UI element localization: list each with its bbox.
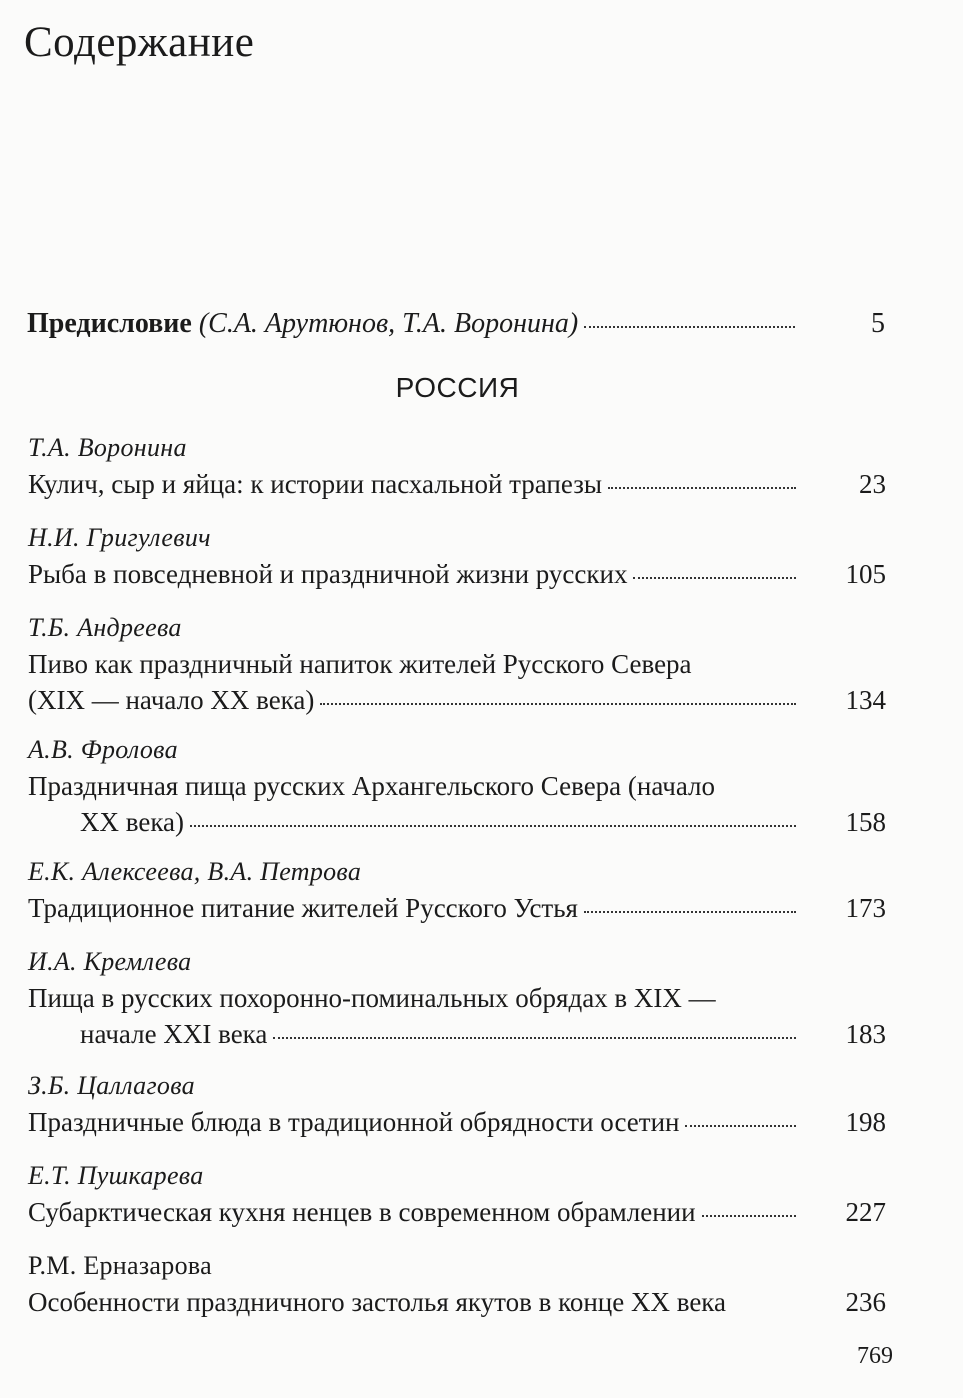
entry-title: Субарктическая кухня ненцев в современном обрамлении: [28, 1197, 696, 1227]
entry-title-cont: начале XXI века: [80, 1019, 268, 1049]
entry-author: Е.К. Алексеева, В.А. Петрова: [28, 857, 362, 886]
toc-entry: [28, 1248, 886, 1320]
leader-dots: [320, 703, 796, 705]
preface-authors: (С.А. Арутюнов, Т.А. Воронина): [198, 308, 579, 339]
entry-title-cont: XX века): [80, 807, 185, 837]
preface-label: Предисловие: [27, 308, 192, 339]
entry-author: Т.Б. Андреева: [28, 613, 182, 642]
toc-entry: [28, 944, 886, 1052]
page-title: Содержание: [24, 19, 255, 66]
entry-title: Праздничная пища русских Архангельского Севера (начало: [28, 771, 716, 801]
entry-author: Р.М. Ерназарова: [28, 1251, 212, 1280]
leader-dots: [608, 487, 796, 489]
leader-dots: [732, 1305, 796, 1307]
toc-entry: [28, 430, 886, 502]
folio-page-number: 769: [857, 1343, 893, 1369]
entry-title-cont: (XIX — начало XX века): [28, 685, 315, 715]
entry-title: Особенности праздничного застолья якутов в конце XX века: [28, 1287, 726, 1317]
entry-author: И.А. Кремлева: [28, 947, 192, 976]
toc-entry: [28, 1068, 886, 1140]
leader-dots: [190, 825, 796, 827]
toc-preface: [27, 308, 885, 340]
toc-entry: [28, 854, 886, 926]
entry-title: Рыба в повседневной и праздничной жизни русских: [28, 559, 628, 589]
page-number: 5: [871, 308, 885, 339]
entry-title: Праздничные блюда в традиционной обрядности осетин: [28, 1107, 680, 1137]
page-number: 198: [845, 1107, 886, 1137]
page-number: 105: [845, 559, 886, 589]
leader-dots: [702, 1215, 796, 1217]
entry-author: З.Б. Цаллагова: [28, 1071, 195, 1100]
entry-author: Т.А. Воронина: [28, 433, 187, 462]
entry-author: Е.Т. Пушкарева: [28, 1161, 204, 1190]
page-number: 227: [845, 1197, 886, 1227]
page-number: 236: [845, 1287, 886, 1317]
leader-dots: [584, 326, 795, 328]
toc-entry: [28, 520, 886, 592]
page-number: 173: [845, 893, 886, 923]
leader-dots: [584, 911, 796, 913]
leader-dots: [273, 1037, 796, 1039]
page-number: 134: [845, 685, 886, 715]
section-heading: РОССИЯ: [395, 372, 520, 403]
entry-author: А.В. Фролова: [28, 735, 178, 764]
page-number: 23: [859, 469, 886, 499]
page-number: 183: [845, 1019, 886, 1049]
page-number: 158: [845, 807, 886, 837]
entry-title: Кулич, сыр и яйца: к истории пасхальной трапезы: [28, 469, 603, 499]
entry-title: Пиво как праздничный напиток жителей Русского Севера: [28, 649, 692, 679]
entry-title: Традиционное питание жителей Русского Устья: [28, 893, 578, 923]
entry-title: Пища в русских похоронно-поминальных обрядах в XIX —: [28, 983, 716, 1013]
entry-author: Н.И. Григулевич: [28, 523, 211, 552]
toc-entry: [28, 732, 886, 840]
leader-dots: [633, 577, 796, 579]
leader-dots: [685, 1125, 796, 1127]
toc-entry: [28, 610, 886, 718]
toc-entry: [28, 1158, 886, 1230]
